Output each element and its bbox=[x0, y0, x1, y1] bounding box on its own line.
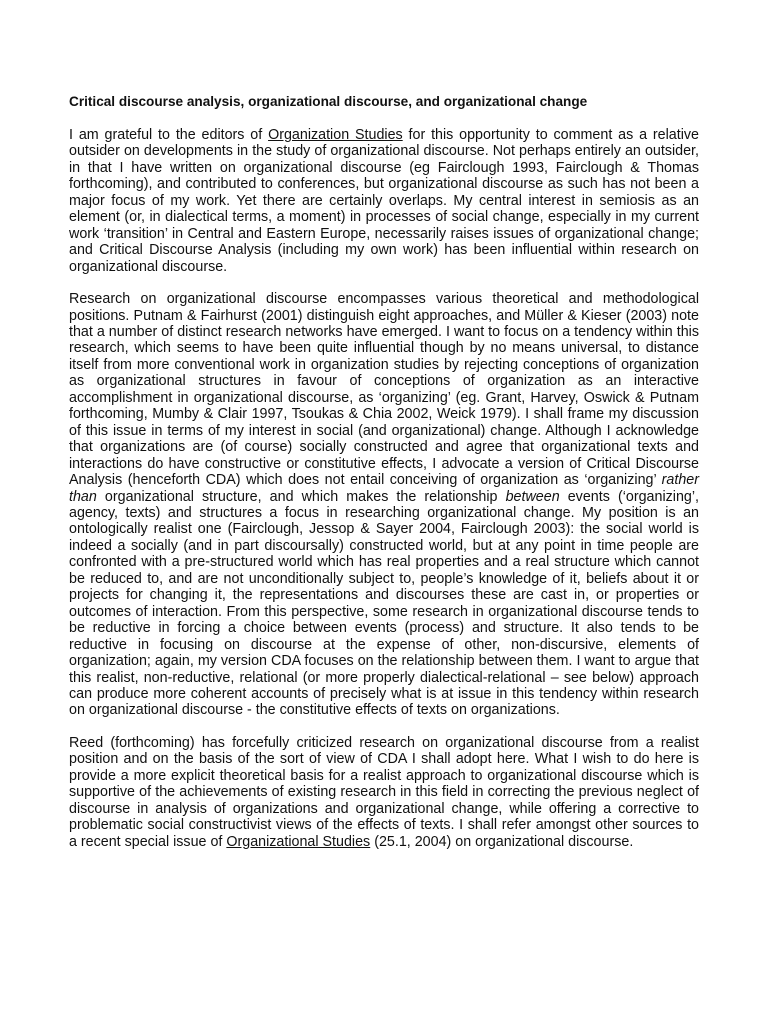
emphasis-rather-than: rather than bbox=[69, 472, 699, 505]
document-page bbox=[69, 93, 699, 866]
paragraph-2-text: organizational structure, and which makes the relationship bbox=[96, 488, 506, 505]
paragraph-2-text: events (‘organizing’, agency, texts) and structures a focus in researching organizational change. My position is an ontologically realist one (Fairclough, Jessop & Sayer 2004, Fairclough 2003): the social world is indeed a socially (and in part discoursally) constructed world, but at any point in time people are confronted with a pre-structured world which has real properties and a real structure which cannot be reduced to, and are not unconditionally subject to, people’s knowledge of it, beliefs about it or projects for changing it, the representations and discourses these are cast in, or properties or outcomes of interaction. From this perspective, some research in organizational discourse tends to be reductive in forcing a choice between events (process) and structure. It also tends to be reductive in focusing on discourse at the expense of other, non-discursive, elements of organization; again, my version CDA focuses on the relationship between them. I want to argue that this realist, non-reductive, relational (or more properly dialectical-relational – see below) approach can produce more coherent accounts of precisely what is at issue in this tendency within research on organizational discourse - the constitutive effects of texts on organizations. bbox=[69, 488, 699, 719]
journal-title-organizational-studies: Organizational Studies bbox=[226, 833, 371, 850]
paragraph-1-text: for this opportunity to comment as a relative outsider on developments in the study of organizational discourse. Not perhaps entirely an outsider, in that I have written on organizational discourse (eg Fairclough 1993, Fairclough & Thomas forthcoming), and contributed to conferences, but organizational discourse as such has not been a major focus of my work. Yet there are certainly overlaps. My central interest in semiosis as an element (or, in dialectical terms, a moment) in processes of social change, especially in my current work ‘transition’ in Central and Eastern Europe, necessarily raises issues of organizational change; and Critical Discourse Analysis (including my own work) has been influential within research on organizational discourse. bbox=[69, 127, 699, 275]
paragraph-1-text: I am grateful to the editors of bbox=[69, 127, 269, 143]
paragraph-2 bbox=[69, 291, 699, 719]
document-title: Critical discourse analysis, organizational discourse, and organizational change bbox=[69, 94, 588, 109]
emphasis-between: between bbox=[505, 488, 560, 505]
journal-title-organization-studies: Organization Studies bbox=[268, 127, 403, 143]
paragraph-1 bbox=[69, 127, 699, 275]
paragraph-2-text: Research on organizational discourse encompasses various theoretical and methodological positions. Putnam & Fairhurst (2001) distinguish eight approaches, and Müller & Kieser (2003) note that a number of distinct research networks have emerged. I want to focus on a tendency within this research, which seems to have been quite influential though by no means universal, to distance itself from more conventional work in organization studies by rejecting conceptions of organization as organizational structures in favour of conceptions of organization as an interactive accomplishment in organizational discourse, as ‘organizing’ (eg. Grant, Harvey, Oswick & Putnam forthcoming, Mumby & Clair 1997, Tsoukas & Chia 2002, Weick 1979). I shall frame my discussion of this issue in terms of my interest in social (and organizational) change. Although I acknowledge that organizations are (of course) socially constructed and agree that organizational texts and interactions do have constructive or constitutive effects, I advocate a version of Critical Discourse Analysis (henceforth CDA) which does not entail conceiving of organization as ‘organizing’ bbox=[69, 291, 699, 489]
paragraph-3 bbox=[69, 735, 699, 850]
paragraph-3-text: (25.1, 2004) on organizational discourse. bbox=[370, 833, 634, 850]
paragraph-3-text: Reed (forthcoming) has forcefully criticized research on organizational discourse from a realist position and on the basis of the sort of view of CDA I shall adopt here. What I wish to do here is provide a more explicit theoretical basis for a realist approach to organizational discourse which is supportive of the achievements of existing research in this field in correcting the previous neglect of discourse in analysis of organizations and organizational change, while offering a corrective to problematic social constructivist views of the effects of texts. I shall refer amongst other sources to a recent special issue of bbox=[69, 734, 699, 850]
